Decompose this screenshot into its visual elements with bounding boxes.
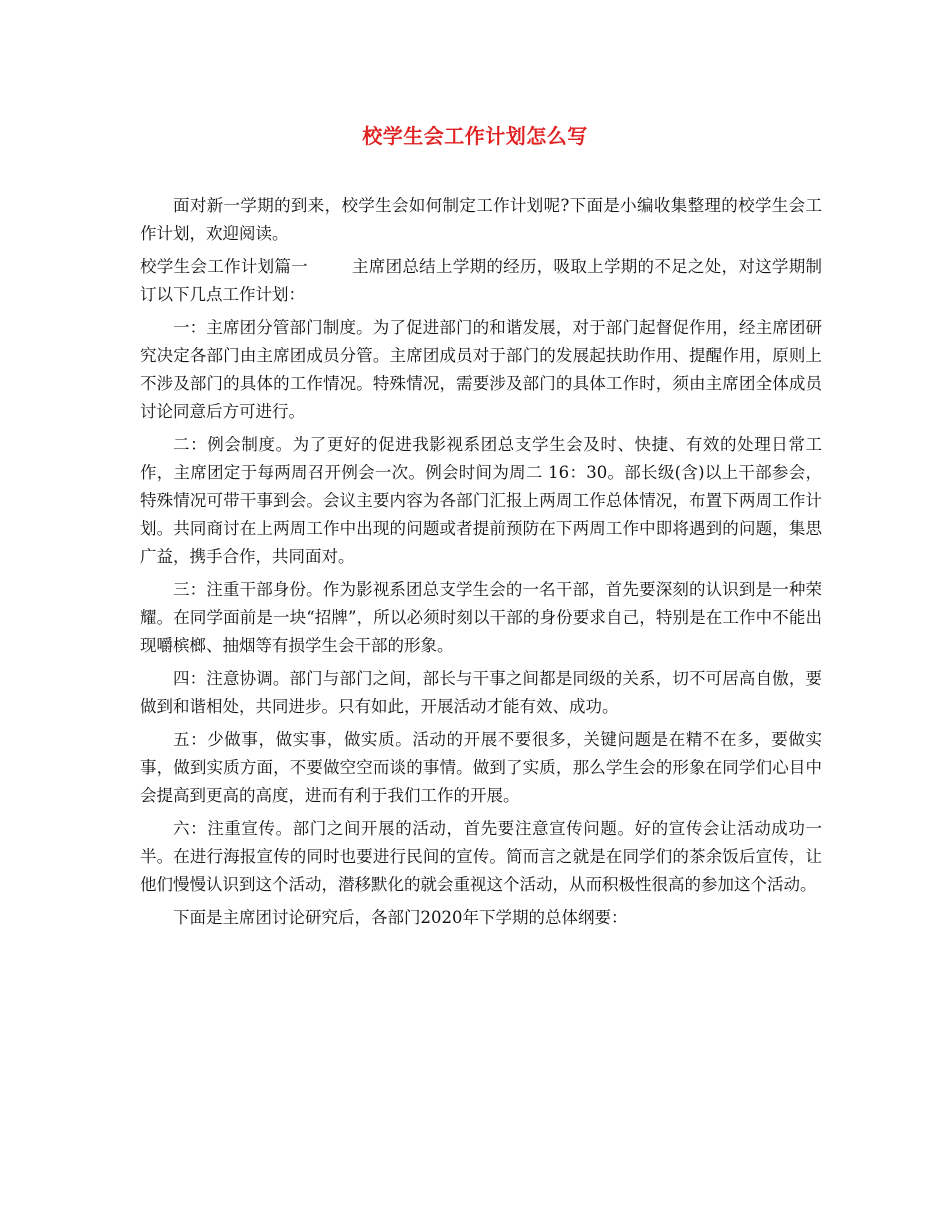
intro-paragraph: 面对新一学期的到来，校学生会如何制定工作计划呢?下面是小编收集整理的校学生会工作计划，欢迎阅读。 [140, 196, 822, 243]
plan-item-4: 四：注意协调。部门与部门之间，部长与干事之间都是同级的关系，切不可居高自傲，要做到和谐相处，共同进步。只有如此，开展活动才能有效、成功。 [140, 669, 822, 716]
plan-item-3: 三：注重干部身份。作为影视系团总支学生会的一名干部，首先要深刻的认识到是一种荣耀。在同学面前是一块“招牌”，所以必须时刻以干部的身份要求自己，特别是在工作中不能出现嚼槟榔、抽烟等有损学生会干部的形象。 [140, 580, 822, 655]
plan-item-6: 六：注重宣传。部门之间开展的活动，首先要注意宣传问题。好的宣传会让活动成功一半。在进行海报宣传的同时也要进行民间的宣传。简而言之就是在同学们的茶余饭后宣传，让他们慢慢认识到这个活动，潜移默化的就会重视这个活动，从而积极性很高的参加这个活动。 [140, 819, 822, 894]
section-heading: 校学生会工作计划篇一 [140, 257, 308, 276]
plan-item-1: 一：主席团分管部门制度。为了促进部门的和谐发展，对于部门起督促作用，经主席团研究决定各部门由主席团成员分管。主席团成员对于部门的发展起扶助作用、提醒作用，原则上不涉及部门的具体的工作情况。特殊情况，需要涉及部门的具体工作时，须由主席团全体成员讨论同意后方可进行。 [140, 318, 822, 421]
section-intro-paragraph [140, 253, 822, 309]
outline-intro-paragraph: 下面是主席团讨论研究后，各部门2020年下学期的总体纲要： [173, 908, 628, 927]
plan-item-2: 二：例会制度。为了更好的促进我影视系团总支学生会及时、快捷、有效的处理日常工作，主席团定于每两周召开例会一次。例会时间为周二 16：30。部长级(含)以上干部参会，特殊情况可带干事到会。会议主要内容为各部门汇报上两周工作总体情况，布置下两周工作计划。共同商讨在上两周工作中出现的问题或者提前预防在下两周工作中即将遇到的问题，集思广益，携手合作，共同面对。 [140, 435, 822, 566]
document-title: 校学生会工作计划怎么写 [362, 124, 588, 148]
document-body [140, 192, 822, 937]
plan-item-5: 五：少做事，做实事，做实质。活动的开展不要很多，关键问题是在精不在多，要做实事，做到实质方面，不要做空空而谈的事情。做到了实质，那么学生会的形象在同学们心目中会提高到更高的高度，进而有利于我们工作的开展。 [140, 730, 822, 805]
section-lead-text: 主席团总结上学期的经历，吸取上学期的不足之处，对这学期制订以下几点工作计划： [140, 257, 823, 304]
